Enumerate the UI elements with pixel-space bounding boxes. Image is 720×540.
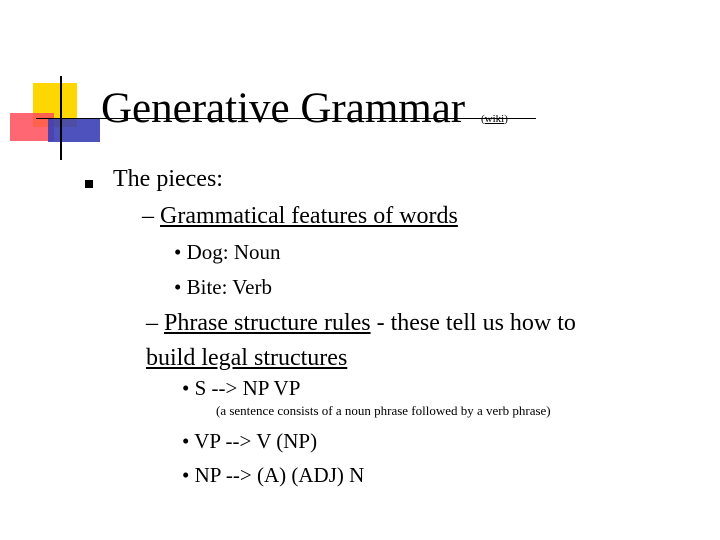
features-item-dog: • Dog: Noun xyxy=(174,240,281,264)
intro-text: The pieces: xyxy=(113,166,223,192)
rules-description-line2: build legal structures xyxy=(146,345,348,371)
logo-blue-bar xyxy=(48,118,100,142)
features-item-bite: • Bite: Verb xyxy=(174,275,272,299)
features-label: Grammatical features of words xyxy=(160,203,458,229)
rule-vp: • VP --> V (NP) xyxy=(182,429,318,453)
rules-description: - these tell us how to xyxy=(370,310,576,336)
rule-np: • NP --> (A) (ADJ) N xyxy=(182,463,365,487)
wiki-close-paren: ) xyxy=(504,113,508,125)
wiki-open-paren: ( xyxy=(481,113,485,125)
rule-s-note: (a sentence consists of a noun phrase followed by a verb phrase) xyxy=(216,403,551,418)
rules-heading xyxy=(146,308,576,338)
rules-label: Phrase structure rules xyxy=(164,310,371,336)
square-bullet-icon xyxy=(85,180,93,188)
wiki-reference xyxy=(481,112,508,126)
wiki-link[interactable]: wiki xyxy=(484,113,505,125)
rules-dash: – xyxy=(146,310,164,336)
slide-title: Generative Grammar xyxy=(101,85,466,132)
rule-s: • S --> NP VP xyxy=(182,376,301,400)
features-dash: – xyxy=(142,203,160,229)
features-heading xyxy=(142,201,458,231)
rules-heading-line2 xyxy=(146,343,347,373)
